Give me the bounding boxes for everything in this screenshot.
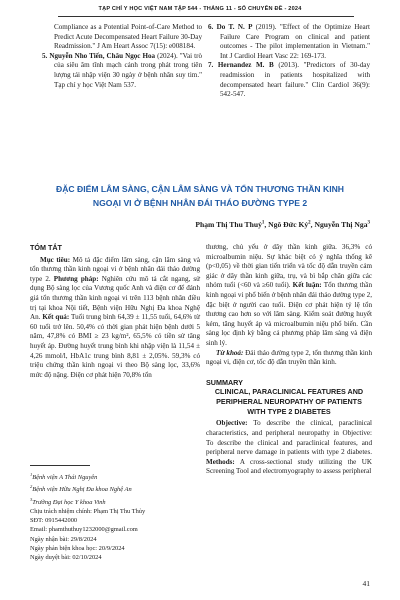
author-name: Phạm Thị Thu Thuỷ [195,220,262,229]
reference-item [208,23,370,61]
affiliation-mark: 3 [30,496,33,502]
abstract-paragraph [206,243,372,349]
footnotes [30,470,200,562]
reference-item [208,61,370,99]
summary-method-text: A cross-sectional study utilizing the UK Screening Tool and electromyography to assess peripheral [206,457,372,476]
references-right [208,23,370,100]
affiliation-name: Bệnh viện Hữu Nghị Đa khoa Nghệ An [32,486,132,494]
footnote-divider [30,465,90,466]
method-label: Phương pháp: [50,274,99,283]
author-separator: , [264,220,269,229]
summary-heading: SUMMARY [206,377,243,387]
page-number: 41 [362,579,370,588]
reference-number: 7. [208,61,214,70]
reference-author: Hernandez M. B [217,61,274,70]
summary-objective-label: Objective: [216,419,248,428]
keywords-text: Đái tháo đường type 2, tổn thương thần kinh ngoại vi, điện cơ, tốc độ dẫn truyền thần kinh. [206,348,372,367]
abstract-continuation [206,243,372,477]
affiliation [30,495,200,507]
result-label: Kết quả: [40,313,70,322]
objective-text: Mô tả đặc điểm lâm sàng, cận lâm sàng và tổn thương thần kinh ngoại vi ở bệnh nhân đái tháo đường type 2. [30,255,200,283]
reference-item [42,23,202,52]
reference-item [42,52,202,90]
review-date: Ngày phản biện khoa học: 20/9/2024 [30,544,125,552]
keywords-label: Từ khoá: [216,348,244,357]
article-title-line: ĐẶC ĐIỂM LÂM SÀNG, CẬN LÂM SÀNG VÀ TỔN THƯƠNG THẦN KINH [55,184,345,194]
author-affiliation-mark: 2 [308,220,311,226]
author-name: Ngô Đức Kỷ [268,220,309,229]
author-name: Nguyễn Thị Nga [314,220,368,229]
reference-text: Compliance as a Potential Point-of-Care Method to Predict Acute Decompensated Heart Failure 30-Day Readmission." J Am Heart Assoc 7(15): e008184. [54,23,202,51]
author-list [195,220,370,229]
reference-text: (2013). "Predictors of 30-day readmission in patients hospitalized with decompensated heart failure." Clin Cardiol 36(9): 542-547. [220,61,370,99]
received-date: Ngày nhận bài: 29/8/2024 [30,535,97,543]
article-title-line: NGOẠI VI Ở BỆNH NHÂN ĐÁI THÁO ĐƯỜNG TYPE 2 [92,198,308,208]
abstract-vietnamese [30,243,200,380]
accepted-date: Ngày duyệt bài: 02/10/2024 [30,554,102,561]
reference-number: 6. [208,23,214,31]
result-text-continued: thương, chủ yếu ở dây thần kinh giữa. 36,3% có microalbumin niệu. Sự khác biệt có ý nghĩa thống kê (p<0,05) về thời gian tiến triển và tốc độ dẫn truyền cảm giác ở dây thần kinh giữa, trụ, và bì bắp chân giữa các nhóm tuổi (<60 và ≥60 tuổi). [206,243,372,290]
affiliation [30,482,200,494]
journal-header: TẠP CHÍ Y HỌC VIỆT NAM TẬP 544 - THÁNG 11 - SỐ CHUYÊN ĐỀ - 2024 [98,6,302,12]
abstract-heading: TÓM TẮT [30,243,62,252]
references-left [42,23,202,90]
summary-objective-text: To describe the clinical, paraclinical characteristics, and peripheral neuropathy in Objective: To describe the clinical and paraclinical features, and peripheral nerve damage in patients with type 2 diabetes. [206,419,372,457]
affiliation [30,470,200,482]
reference-author: Nguyễn Nho Tiến, Châu Ngọc Hoa [49,51,156,60]
reference-author: Do T. N. P [216,23,253,31]
summary-paragraph [206,419,372,477]
reference-text: (2024). "Vai trò của siêu âm tĩnh mạch cảnh trong phát trong tiên lượng tái nhập viện 30 ngày ở bệnh nhân suy tim." Tạp chí y học Việt Nam 537. [54,51,202,89]
article-title [30,182,370,210]
email: Email: phamthuthuy1232000@gmail.com [30,526,138,534]
phone: SĐT: 0915442000 [30,517,78,525]
affiliation-mark: 2 [30,484,33,490]
objective-label: Mục tiêu: [40,255,71,264]
summary-method-label: Methods: [206,457,235,466]
affiliation-name: Bệnh viện A Thái Nguyên [32,474,98,482]
keywords [206,349,372,368]
conclusion-text: Tổn thương thần kinh ngoại vi phổ biến ở bệnh nhân đái tháo đường type 2, đặc biệt ở người cao tuổi. Điện cơ phát hiện tỷ lệ tổn thương cao hơn so với lâm sàng. Kiểm soát đường huyết kém, tăng huyết áp và microalbumin niệu phổ biến. Cần sàng lọc định kỳ bằng cả phương pháp lâm sàng và điện sinh lý. [206,281,373,347]
author-affiliation-mark: 3 [367,220,370,226]
conclusion-label: Kết luận: [290,281,322,290]
author-separator: , [310,220,315,229]
result-text: Tuổi trung bình 64,39 ± 11,55 tuổi, 64,6% từ 60 tuổi trở lên. 50,4% có thời gian phát hiện bệnh dưới 5 năm, 47,8% có BMI ≥ 23 kg/m², 65,5% có tiền sử tăng huyết áp. Đường huyết trung bình khi nhập viện là 11,54 ± 4,26 mmol/l, HbA1c trung bình 8,81 ± 2,05%. 59,3% có triệu chứng thần kinh ngoại vi theo Bộ sàng lọc, 33,6% mức độ nặng. Điện cơ phát hiện 70,8% tổn [30,313,200,379]
affiliation-mark: 1 [30,472,33,477]
method-text: Nghiên cứu mô tả cắt ngang, sử dụng Bộ sàng lọc của Vương quốc Anh và điện cơ để đánh giá tổn thương thần kinh ngoại vi trên 113 bệnh nhân điều trị tại khoa Nội tiết, Bệnh viện Hữu Nghị Đa khoa Nghệ An. [30,274,200,322]
abstract-paragraph [30,256,200,381]
reference-number: 5. [42,51,48,60]
reference-text: (2019). "Effect of the Optimize Heart Failure Care Program on clinical and patient outcomes - The pilot implementation in Vietnam." Int J Cardiol Heart Vasc 22: 169-173. [220,23,370,60]
header-divider [58,16,354,17]
affiliation-name: Trường Đại học Y khoa Vinh [32,498,106,506]
summary-title: CLINICAL, PARACLINICAL FEATURES AND PERIPHERAL NEUROPATHY OF PATIENTS WITH TYPE 2 DIABETES [214,387,364,417]
author-affiliation-mark: 1 [261,220,265,226]
corresponding-author: Chịu trách nhiệm chính: Phạm Thị Thu Thủy [30,507,146,515]
